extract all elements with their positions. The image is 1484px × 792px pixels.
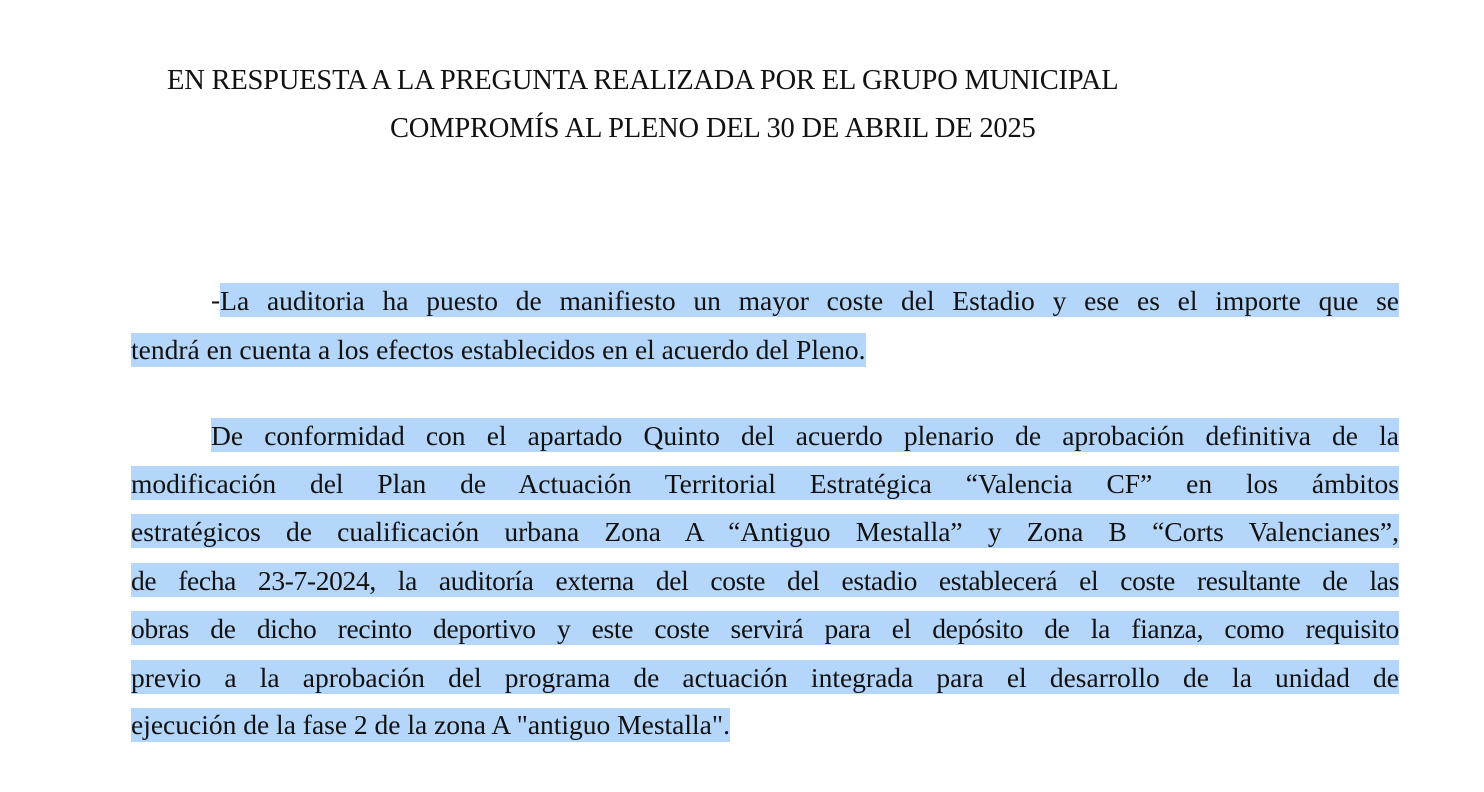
selected-text[interactable]: tendrá en cuenta a los efectos establecidos en el acuerdo del Pleno.	[131, 334, 866, 365]
selected-text[interactable]: estratégicos de cualificación urbana Zona A “Antiguo Mestalla” y Zona B “Corts Valencianes”,	[131, 516, 1399, 547]
paragraph-line[interactable]	[131, 660, 1399, 694]
paragraph-line[interactable]	[131, 563, 1399, 597]
selected-text[interactable]: obras de dicho recinto deportivo y este coste servirá para el depósito de la fianza, como requisito	[131, 613, 1399, 644]
selected-text[interactable]: ejecución de la fase 2 de la zona A "antiguo Mestalla".	[131, 709, 730, 740]
document-title-line-2: COMPROMÍS AL PLENO DEL 30 DE ABRIL DE 2025	[390, 113, 1036, 144]
paragraph-line[interactable]	[131, 418, 1399, 452]
selected-text[interactable]: previo a la aprobación del programa de actuación integrada para el desarrollo de la unidad de	[131, 662, 1399, 693]
paragraph-line[interactable]	[131, 708, 1399, 742]
paragraph-line[interactable]	[131, 283, 1399, 317]
document-title-line-1: EN RESPUESTA A LA PREGUNTA REALIZADA POR EL GRUPO MUNICIPAL	[167, 65, 1119, 96]
paragraph-line[interactable]	[131, 514, 1399, 548]
selected-text[interactable]: La auditoria ha puesto de manifiesto un mayor coste del Estadio y ese es el importe que se	[220, 285, 1399, 316]
paragraph-line[interactable]	[131, 611, 1399, 645]
selected-text[interactable]: modificación del Plan de Actuación Territorial Estratégica “Valencia CF” en los ámbitos	[131, 468, 1399, 499]
selected-text[interactable]: de fecha 23-7-2024, la auditoría externa del coste del estadio establecerá el coste resultante de las	[131, 565, 1399, 596]
paragraph-line[interactable]	[131, 333, 1399, 367]
paragraph-line[interactable]	[131, 466, 1399, 500]
selected-text[interactable]: De conformidad con el apartado Quinto del acuerdo plenario de aprobación definitiva de la	[211, 420, 1399, 451]
dash-prefix: -	[211, 284, 221, 315]
